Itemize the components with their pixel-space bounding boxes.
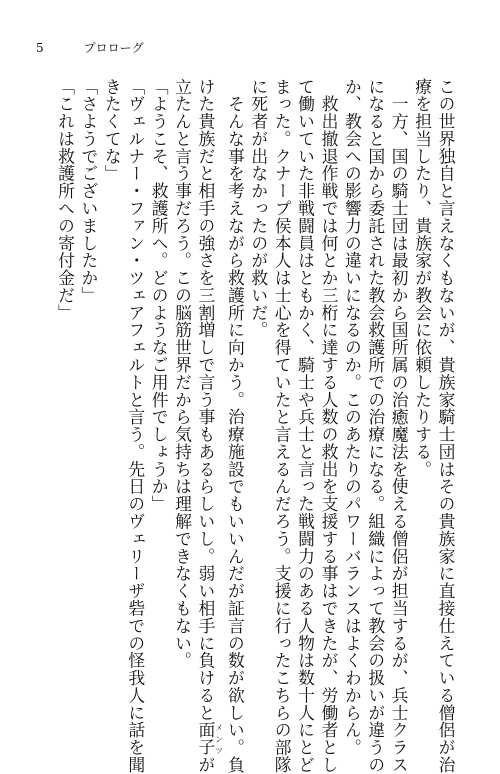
text-line: けた貴族だと相手の強さを三割増しで言う事もあるらしいし。弱い相手に負けると面子メンツが: [195, 78, 224, 774]
text-line: 救出撤退作戦では何とか三桁に達する人数の救出を支援する事はできたが、労働者とし: [318, 78, 339, 774]
text-line: 「ようこそ、救護所へ。どのようなご用件でしょうか」: [149, 78, 170, 513]
ruby-reading: メンツ: [214, 721, 224, 757]
text-line: 立たんと言う事だろう。この脳筋世界だから気持ちは理解できなくもない。: [172, 78, 193, 670]
text-line: まった。クナープ侯本人は士心を得ていたと言えるんだろう。支援に行ったこちらの部隊: [272, 78, 293, 774]
ruby-annotation: 面子メンツ: [195, 721, 224, 757]
text-line: て働いていた非戦闘員はともかく、騎士や兵士と言った戦闘力のある人物は数十人にとど: [295, 78, 316, 774]
text-line: この世界独自と言えなくもないが、貴族家騎士団はその貴族家に直接仕えている僧侶が治: [436, 78, 456, 774]
text-line: 療を担当したり、貴族家が教会に依頼したりする。: [412, 78, 433, 478]
section-title: プロローグ: [83, 41, 144, 55]
page-header: [36, 39, 144, 56]
text-line: そんな事を考えながら救護所に向かう。治療施設でもいいんだが証言の数が欲しい。負: [225, 78, 246, 774]
text-line-with-ruby: [194, 78, 224, 774]
text-line: 「さようでございましたか」: [78, 78, 99, 305]
body-text: [53, 78, 457, 774]
text-line: か、教会への影響力の違いになるのか。このあたりのパワーバランスはよくわからん。: [342, 78, 363, 757]
text-line: になると国から委託された教会救護所での治療になる。組織によって教会の扱いが違うの: [365, 78, 386, 774]
text-line: 「ヴェルナー・ファン・ツェアフェルトと言う。先日のヴェリーザ砦での怪我人に話を聞: [125, 78, 146, 774]
page-number: 5: [36, 41, 44, 55]
text-line: 一方、国の騎士団は最初から国所属の治癒魔法を使える僧侶が担当するが、兵士クラス: [389, 78, 410, 774]
text-line: に死者が出なかったのが救いだ。: [248, 78, 269, 339]
text-line: 「これは救護所への寄付金だ」: [55, 78, 76, 322]
text-line: きたくてな」: [102, 78, 123, 183]
